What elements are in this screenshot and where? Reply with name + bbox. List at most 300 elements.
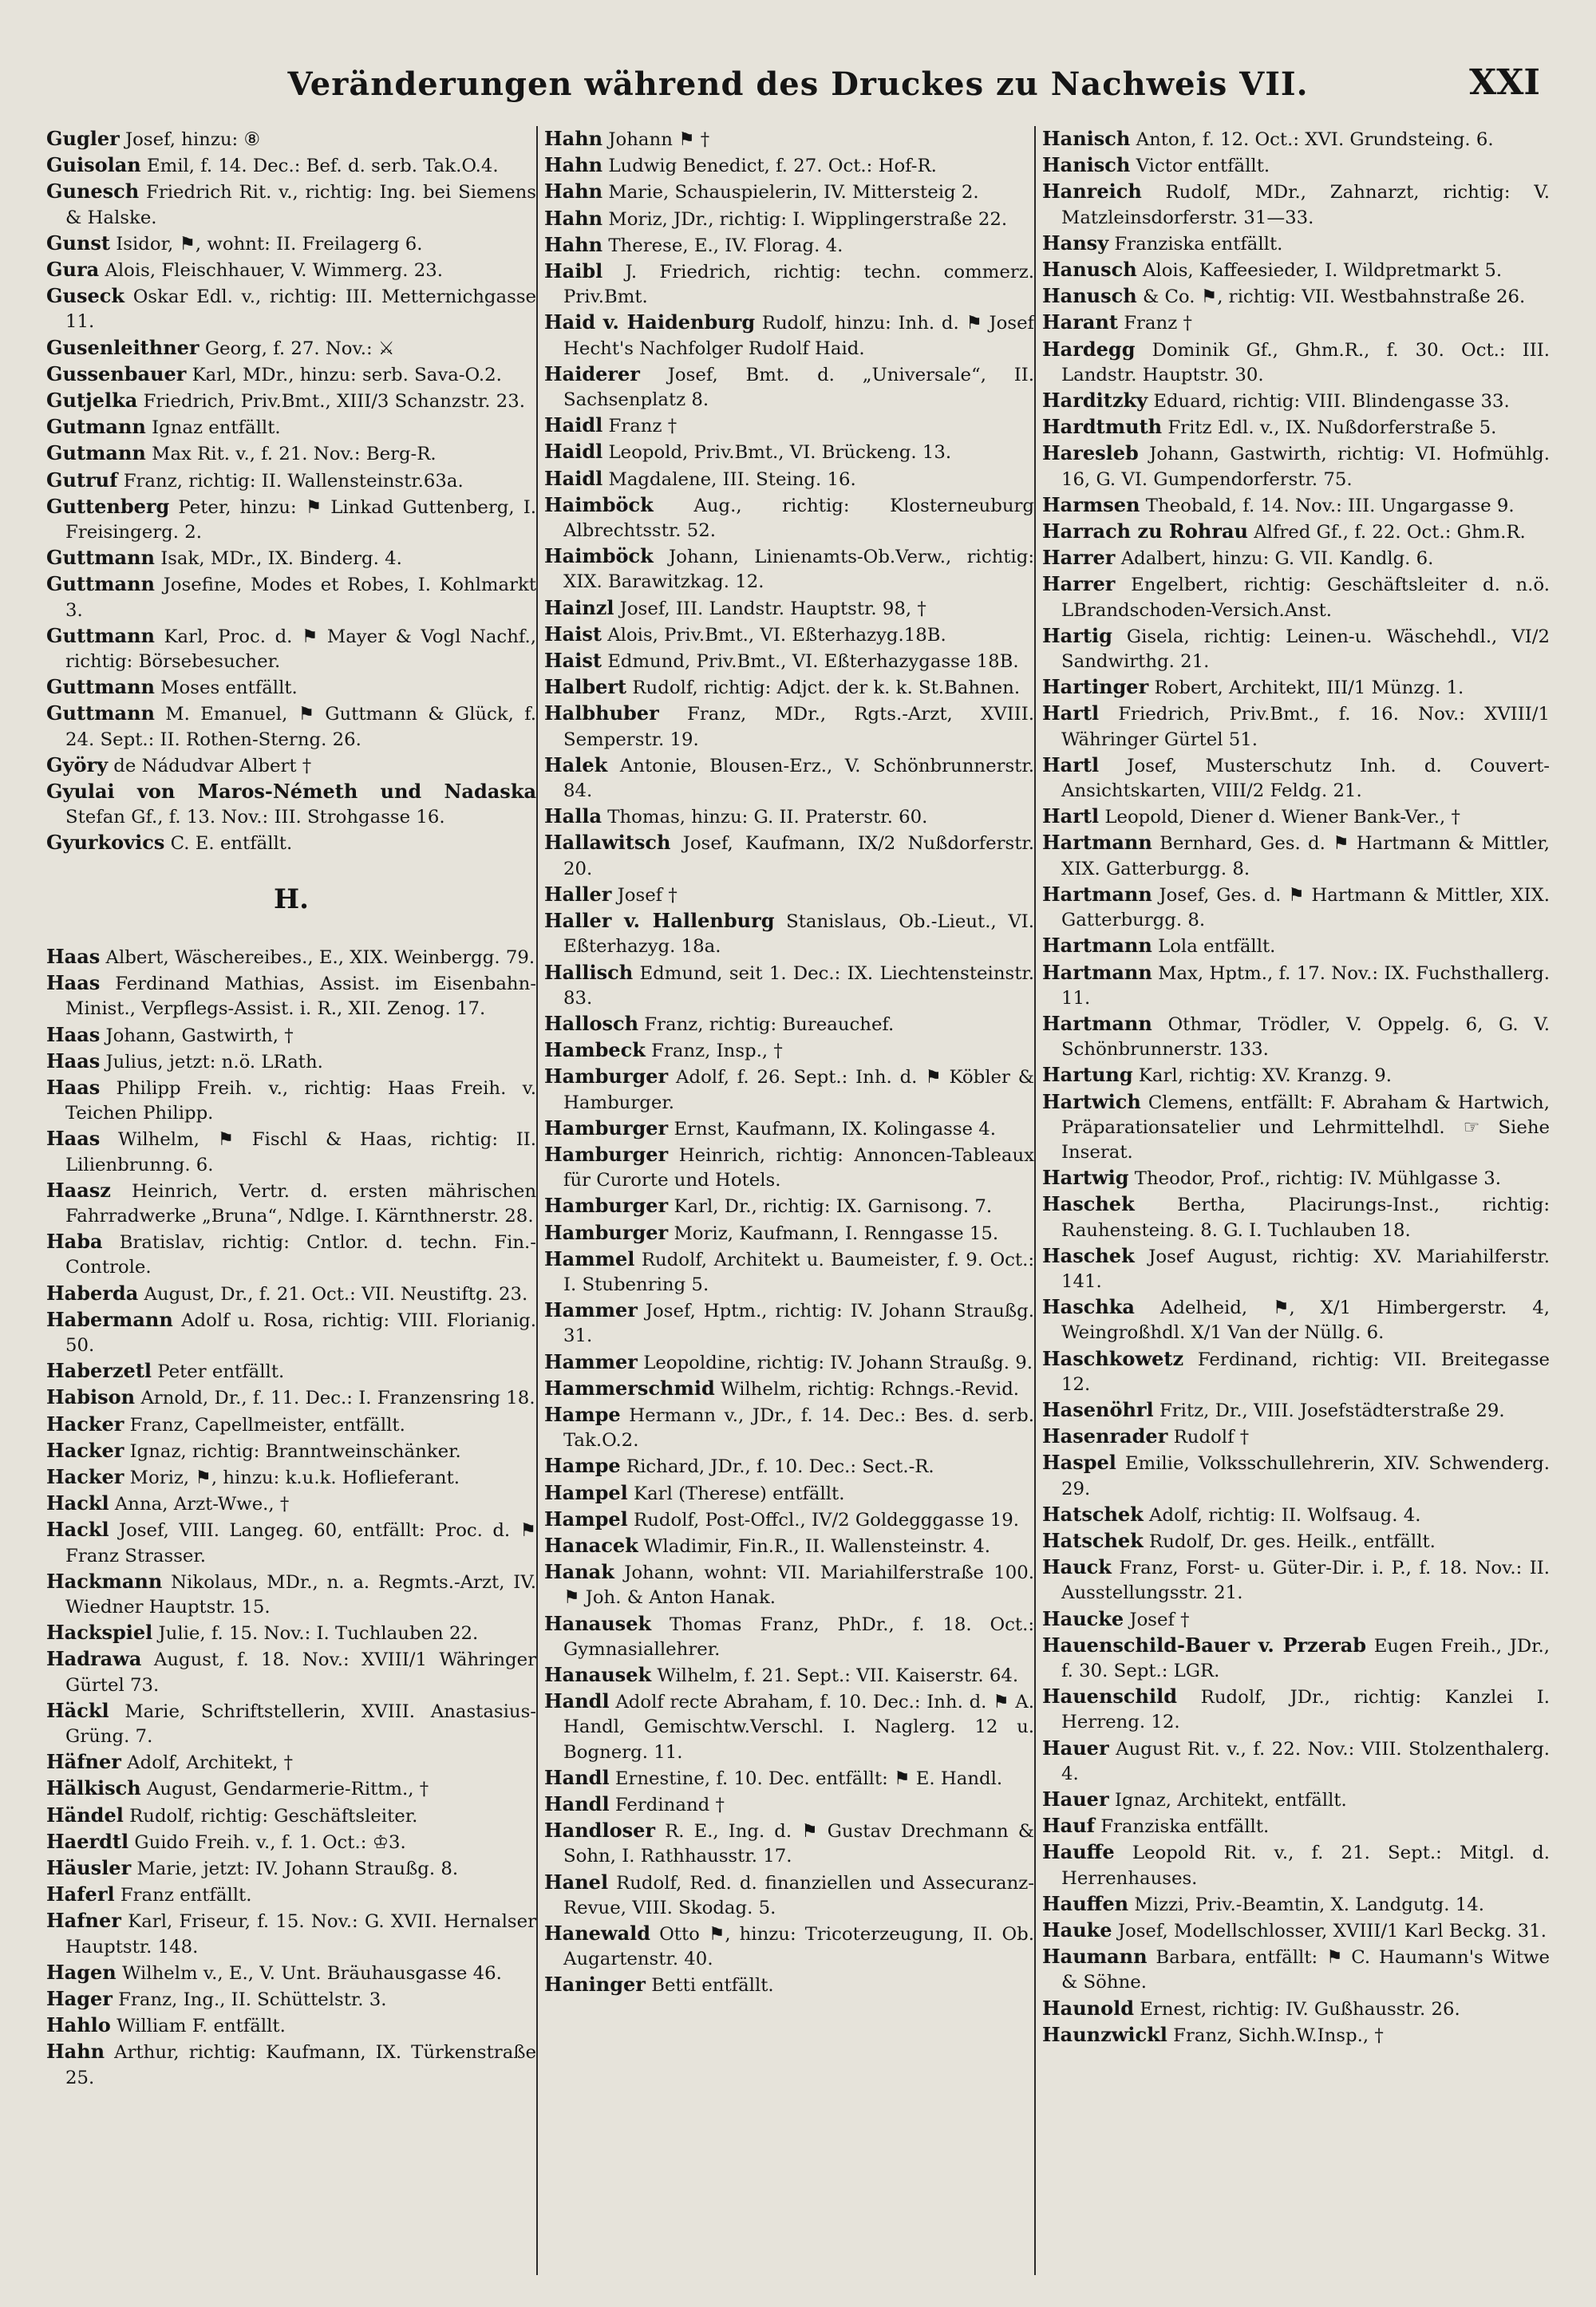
entry-text: Franz, Forst- u. Güter-Dir. i. P., f. 18. Nov.: II. Ausstellungsstr. 21.: [1061, 1558, 1550, 1604]
entry-name: Hanisch: [1042, 153, 1131, 177]
directory-entry: [544, 804, 1034, 830]
directory-entry: [46, 970, 536, 1021]
directory-entry: [46, 1126, 536, 1177]
directory-entry: [1042, 701, 1550, 752]
entry-name: Hanacek: [544, 1533, 638, 1557]
entry-name: Hatschek: [1042, 1502, 1144, 1526]
entry-name: Hackspiel: [46, 1621, 153, 1645]
directory-entry: [1042, 1294, 1550, 1345]
directory-entry: [46, 1517, 536, 1568]
entry-name: Hahn: [544, 127, 603, 150]
entry-name: Gussenbauer: [46, 361, 187, 385]
entry-name: Haas: [46, 1075, 101, 1099]
entry-name: Haschka: [1042, 1295, 1135, 1319]
entry-name: Haist: [544, 622, 602, 646]
entry-name: Hartmann: [1042, 882, 1152, 906]
directory-entry: [544, 1142, 1034, 1193]
entry-text: Fritz Edl. v., IX. Nußdorferstraße 5.: [1167, 417, 1497, 439]
entry-text: Franziska entfällt.: [1114, 233, 1283, 255]
directory-entry: [46, 494, 536, 545]
entry-text: Clemens, entfällt: F. Abraham & Hartwich, Präparationsatelier und Lehrmittelhdl. ☞ Siehe Inserat.: [1061, 1092, 1550, 1163]
directory-entry: [46, 1646, 536, 1697]
directory-entry: [1042, 571, 1550, 622]
entry-text: Magdalene, III. Steing. 16.: [608, 468, 856, 490]
directory-entry: [544, 908, 1034, 959]
directory-entry: [46, 779, 536, 830]
entry-text: Marie, jetzt: IV. Johann Straußg. 8.: [136, 1859, 459, 1879]
entry-text: Guido Freih. v., f. 1. Oct.: ♔3.: [134, 1831, 406, 1853]
directory-entry: [46, 1229, 536, 1280]
entry-name: Györy: [46, 753, 109, 776]
entry-name: Harrach zu Rohrau: [1042, 519, 1248, 543]
directory-entry: [46, 1698, 536, 1749]
entry-text: Georg, f. 27. Nov.: ⚔: [204, 338, 395, 359]
directory-entry: [1042, 1450, 1550, 1501]
directory-entry: [544, 701, 1034, 752]
entry-text: Ignaz, Architekt, entfällt.: [1114, 1790, 1347, 1811]
entry-name: Haspel: [1042, 1451, 1116, 1475]
entry-name: Habison: [46, 1385, 136, 1409]
entry-name: Haumann: [1042, 1945, 1148, 1969]
directory-entry: [46, 1960, 536, 1986]
entry-text: Josef, III. Landstr. Hauptstr. 98, †: [619, 598, 926, 619]
entry-text: Emil, f. 14. Dec.: Bef. d. serb. Tak.O.4.: [146, 156, 499, 177]
entry-text: Franziska entfällt.: [1100, 1816, 1270, 1838]
entry-text: Barbara, entfällt: ⚑ C. Haumann's Witwe & Söhne.: [1061, 1947, 1550, 1993]
entry-text: Ferdinand †: [614, 1795, 725, 1815]
entry-name: Hartl: [1042, 701, 1100, 725]
entry-name: Händel: [46, 1803, 124, 1827]
entry-name: Handloser: [544, 1819, 656, 1843]
directory-entry: [1042, 960, 1550, 1011]
entry-text: Stefan Gf., f. 13. Nov.: III. Strohgasse 16.: [65, 807, 445, 828]
entry-name: Hampe: [544, 1402, 621, 1426]
entry-text: Josef, Bmt. d. „Universale“, II. Sachsenplatz 8.: [563, 364, 1034, 411]
directory-entry: [544, 1611, 1034, 1662]
directory-entry: [46, 335, 536, 361]
entry-name: Hartwig: [1042, 1166, 1129, 1190]
directory-entry: [544, 1559, 1034, 1610]
directory-entry: [46, 1075, 536, 1126]
directory-entry: [544, 1921, 1034, 1972]
column-2: [544, 126, 1034, 2275]
entry-text: Philipp Freih. v., richtig: Haas Freih. v. Teichen Philipp.: [65, 1077, 536, 1124]
entry-text: Othmar, Trödler, V. Oppelg. 6, G. V. Schönbrunnerstr. 133.: [1061, 1013, 1550, 1061]
entry-text: Engelbert, richtig: Geschäftsleiter d. n.ö. LBrandschoden-Versich.Anst.: [1061, 575, 1550, 621]
entry-name: Hartinger: [1042, 675, 1149, 699]
entry-name: Hauck: [1042, 1555, 1112, 1579]
entry-text: Franz, Sichh.W.Insp., †: [1173, 2025, 1384, 2046]
entry-text: Franz, richtig: Bureauchef.: [644, 1013, 895, 1035]
directory-entry: [46, 126, 536, 152]
entry-name: Hauenschild-Bauer v. Przerab: [1042, 1633, 1367, 1657]
directory-entry: [1042, 674, 1550, 701]
directory-entry: [46, 1803, 536, 1829]
directory-entry: [46, 623, 536, 674]
entry-name: Harditzky: [1042, 389, 1148, 413]
directory-entry: [1042, 1684, 1550, 1735]
entry-name: Gura: [46, 258, 100, 282]
directory-entry: [544, 1870, 1034, 1921]
entry-text: Josef †: [617, 884, 678, 906]
entry-name: Hammer: [544, 1349, 638, 1373]
entry-name: Hartl: [1042, 753, 1100, 776]
entry-text: Ignaz entfällt.: [152, 417, 281, 439]
entry-text: Rudolf, MDr., Zahnarzt, richtig: V. Matzleinsdorferstr. 31—33.: [1061, 182, 1550, 228]
directory-entry: [544, 960, 1034, 1011]
entry-name: Gutruf: [46, 468, 118, 492]
directory-entry: [46, 1986, 536, 2013]
directory-entry: [1042, 1165, 1550, 1191]
entry-name: Hasenrader: [1042, 1424, 1168, 1448]
directory-entry: [46, 545, 536, 571]
entry-text: Betti entfällt.: [651, 1975, 774, 1997]
directory-entry: [544, 1533, 1034, 1559]
entry-name: Hahn: [544, 180, 603, 203]
directory-entry: [46, 388, 536, 414]
entry-name: Haas: [46, 1127, 101, 1151]
entry-text: Alois, Priv.Bmt., VI. Eßterhazyg.18B.: [607, 624, 946, 646]
entry-text: Therese, E., IV. Florag. 4.: [608, 235, 843, 256]
entry-name: Gunesch: [46, 180, 140, 203]
directory-entry: [46, 753, 536, 779]
directory-entry: [1042, 257, 1550, 283]
directory-entry: [544, 1064, 1034, 1115]
entry-text: Ernst, Kaufmann, IX. Kolingasse 4.: [674, 1118, 997, 1140]
entry-name: Gyulai von Maros-Németh und Nadaska: [46, 780, 536, 804]
entry-name: Guseck: [46, 284, 124, 308]
directory-entry: [1042, 1089, 1550, 1166]
directory-entry: [1042, 2022, 1550, 2048]
entry-text: Otto ⚑, hinzu: Tricoterzeugung, II. Ob. Augartenstr. 40.: [563, 1924, 1034, 1970]
directory-entry: [1042, 623, 1550, 674]
directory-entry: [1042, 1062, 1550, 1088]
entry-text: Josef, Musterschutz Inh. d. Couvert-Ansichtskarten, VIII/2 Feldg. 21.: [1061, 755, 1550, 802]
entry-name: Häfner: [46, 1750, 121, 1774]
entry-name: Hamburger: [544, 1116, 669, 1140]
entry-text: M. Emanuel, ⚑ Guttmann & Glück, f. 24. Sept.: II. Rothen-Sterng. 26.: [65, 704, 536, 750]
entry-name: Haist: [544, 649, 602, 673]
entry-text: Anna, Arzt-Wwe., †: [114, 1494, 290, 1515]
entry-text: Josef, Kaufmann, IX/2 Nußdorferstr. 20.: [563, 833, 1034, 879]
entry-name: Haidl: [544, 440, 603, 464]
directory-entry: [1042, 1891, 1550, 1918]
entry-name: Guttmann: [46, 572, 155, 596]
entry-name: Gutjelka: [46, 389, 138, 413]
entry-text: Josef, Modellschlosser, XVIII/1 Karl Beckg. 31.: [1117, 1921, 1547, 1942]
entry-name: Hafner: [46, 1909, 121, 1933]
directory-entry: [544, 543, 1034, 595]
entry-name: Haferl: [46, 1882, 115, 1906]
entry-text: Peter, hinzu: ⚑ Linkad Guttenberg, I. Freisingerg. 2.: [65, 496, 536, 543]
directory-entry: [544, 1349, 1034, 1376]
entry-name: Hanak: [544, 1560, 614, 1584]
entry-name: Hagen: [46, 1960, 117, 1984]
directory-entry: [46, 179, 536, 230]
entry-name: Hamburger: [544, 1065, 669, 1088]
entry-name: Haimböck: [544, 492, 654, 516]
entry-text: Rudolf, Post-Offcl., IV/2 Goldegggasse 19.: [634, 1509, 1019, 1531]
directory-entry: [544, 206, 1034, 232]
entry-name: Haschek: [1042, 1243, 1135, 1267]
entry-name: Haas: [46, 1049, 101, 1073]
entry-name: Hartmann: [1042, 934, 1152, 958]
directory-entry: [1042, 1502, 1550, 1528]
entry-name: Halbhuber: [544, 701, 659, 725]
directory-entry: [544, 1453, 1034, 1479]
directory-entry: [1042, 753, 1550, 804]
entry-name: Gyurkovics: [46, 831, 165, 855]
entry-text: William F. entfällt.: [117, 2016, 286, 2037]
entry-text: Josef, Ges. d. ⚑ Hartmann & Mittler, XIX. Gatterburgg. 8.: [1061, 884, 1550, 931]
entry-name: Gunst: [46, 231, 110, 255]
directory-entry: [46, 944, 536, 970]
directory-entry: [1042, 492, 1550, 519]
entry-name: Hasenöhrl: [1042, 1397, 1154, 1421]
entry-text: Leopold Rit. v., f. 21. Sept.: Mitgl. d. Herrenhauses.: [1061, 1843, 1550, 1889]
entry-name: Guttmann: [46, 546, 155, 570]
directory-entry: [46, 674, 536, 701]
directory-entry: [46, 1855, 536, 1882]
entry-text: Eduard, richtig: VIII. Blindengasse 33.: [1153, 391, 1510, 413]
entry-name: Haiderer: [544, 361, 640, 385]
entry-text: Franz, MDr., Rgts.-Arzt, XVIII. Semperstr. 19.: [563, 704, 1034, 750]
entry-name: Hauffe: [1042, 1840, 1115, 1864]
entry-name: Hanewald: [544, 1922, 651, 1946]
entry-text: Lola entfällt.: [1158, 936, 1276, 958]
entry-name: Hainzl: [544, 595, 614, 619]
entry-name: Haasz: [46, 1178, 111, 1202]
entry-name: Haninger: [544, 1973, 646, 1997]
entry-text: Bertha, Placirungs-Inst., richtig: Rauhensteing. 8. G. I. Tuchlauben 18.: [1061, 1195, 1550, 1241]
entry-text: Adolf recte Abraham, f. 10. Dec.: Inh. d. ⚑ A. Handl, Gemischtw.Verschl. I. Naglerg. 12 u. Bognerg. 11.: [563, 1692, 1034, 1763]
entry-text: Alfred Gf., f. 22. Oct.: Ghm.R.: [1254, 522, 1526, 543]
directory-entry: [1042, 1554, 1550, 1606]
entry-name: Hauf: [1042, 1814, 1095, 1838]
entry-name: Hambeck: [544, 1038, 646, 1062]
entry-text: Johann, wohnt: VII. Mariahilferstraße 100. ⚑ Joh. & Anton Hanak.: [563, 1562, 1034, 1609]
directory-entry: [46, 830, 536, 856]
directory-entry: [46, 1412, 536, 1438]
entry-text: C. E. entfällt.: [170, 833, 293, 855]
entry-name: Haschkowetz: [1042, 1346, 1184, 1370]
entry-name: Guttmann: [46, 675, 155, 699]
directory-entry: [46, 1776, 536, 1802]
directory-entry: [1042, 1944, 1550, 1995]
entry-text: Moses entfällt.: [160, 677, 298, 699]
entry-name: Häusler: [46, 1856, 132, 1879]
entry-text: Wladimir, Fin.R., II. Wallensteinstr. 4.: [644, 1535, 991, 1557]
entry-text: Mizzi, Priv.-Beamtin, X. Landgutg. 14.: [1134, 1894, 1485, 1915]
directory-entry: [544, 259, 1034, 310]
entry-text: Josef, Hptm., richtig: IV. Johann Straußg. 31.: [563, 1301, 1034, 1347]
entry-text: Wilhelm, f. 21. Sept.: VII. Kaiserstr. 64.: [657, 1665, 1019, 1686]
directory-entry: [1042, 1011, 1550, 1062]
entry-name: Hampe: [544, 1454, 621, 1478]
entry-name: Halbert: [544, 675, 627, 699]
entry-text: Adolf u. Rosa, richtig: VIII. Florianig. 50.: [65, 1310, 536, 1356]
directory-entry: [1042, 1606, 1550, 1633]
entry-text: Antonie, Blousen-Erz., V. Schönbrunnerstr. 84.: [563, 755, 1034, 802]
entry-text: Friedrich, Priv.Bmt., XIII/3 Schanzstr. 23.: [143, 391, 525, 413]
entry-name: Hahn: [46, 2040, 105, 2064]
entry-name: Hanisch: [1042, 127, 1131, 150]
entry-text: Karl, Dr., richtig: IX. Garnisong. 7.: [674, 1196, 993, 1218]
entry-name: Hanausek: [544, 1662, 652, 1686]
directory-entry: [544, 1972, 1034, 1998]
entry-text: Karl, richtig: XV. Kranzg. 9.: [1138, 1065, 1393, 1087]
entry-name: Haerdtl: [46, 1829, 129, 1853]
directory-entry: [46, 414, 536, 440]
entry-text: Johann ⚑ †: [608, 129, 710, 150]
entry-text: Karl (Therese) entfällt.: [634, 1483, 845, 1504]
entry-text: Rudolf †: [1173, 1427, 1250, 1448]
directory-entry: [1042, 1633, 1550, 1684]
entry-text: Wilhelm, ⚑ Fischl & Haas, richtig: II. Lilienbrunng. 6.: [65, 1129, 536, 1175]
entry-text: Josef †: [1129, 1609, 1190, 1630]
directory-entry: [1042, 1918, 1550, 1944]
entry-name: Halla: [544, 804, 602, 828]
directory-entry: [46, 152, 536, 179]
entry-text: Adolf, Architekt, †: [127, 1752, 293, 1774]
directory-entry: [544, 1246, 1034, 1298]
entry-text: Arnold, Dr., f. 11. Dec.: I. Franzensring 18.: [140, 1388, 535, 1409]
entry-name: Harmsen: [1042, 492, 1140, 516]
entry-name: Hahn: [544, 153, 603, 177]
entry-name: Handl: [544, 1765, 610, 1789]
directory-entry: [544, 361, 1034, 413]
entry-text: Leopoldine, richtig: IV. Johann Straußg. 9.: [643, 1352, 1033, 1373]
directory-entry: [1042, 545, 1550, 571]
section-heading: H.: [274, 883, 309, 915]
page-title: Veränderungen während des Druckes zu Nachweis VII.: [287, 65, 1309, 103]
entry-text: Franz, Capellmeister, entfällt.: [129, 1414, 405, 1436]
entry-text: Franz †: [1124, 313, 1192, 334]
directory-entry: [544, 674, 1034, 701]
directory-entry: [46, 1491, 536, 1517]
entry-name: Haller: [544, 882, 612, 906]
directory-entry: [544, 413, 1034, 439]
entry-text: Rudolf, hinzu: Inh. d. ⚑ Josef Hecht's Nachfolger Rudolf Haid.: [563, 313, 1034, 359]
entry-text: Moriz, Kaufmann, I. Renngasse 15.: [674, 1223, 999, 1244]
entry-text: Josef August, richtig: XV. Mariahilferstr. 141.: [1061, 1246, 1550, 1292]
entry-text: Johann, Gastwirth, †: [105, 1025, 294, 1046]
entry-name: Hamburger: [544, 1142, 669, 1166]
entry-text: Leopold, Diener d. Wiener Bank-Ver., †: [1104, 807, 1460, 828]
directory-entry: [46, 283, 536, 334]
entry-text: Eugen Freih., JDr., f. 30. Sept.: LGR.: [1061, 1635, 1550, 1681]
entry-name: Hartl: [1042, 804, 1100, 828]
entry-text: Franz entfällt.: [120, 1885, 252, 1906]
entry-text: Gisela, richtig: Leinen-u. Wäschehdl., VI/2 Sandwirthg. 21.: [1061, 626, 1550, 673]
entry-name: Hallisch: [544, 960, 634, 984]
entry-name: Haidl: [544, 413, 603, 437]
directory-entry: [46, 361, 536, 388]
entry-text: Ernestine, f. 10. Dec. entfällt: ⚑ E. Handl.: [614, 1768, 1003, 1789]
directory-entry: [1042, 882, 1550, 933]
directory-entry: [1042, 804, 1550, 830]
entry-text: Josefine, Modes et Robes, I. Kohlmarkt 3.: [65, 575, 536, 621]
entry-name: Hacker: [46, 1464, 124, 1488]
entry-text: Franz, richtig: II. Wallensteinstr.63a.: [123, 470, 464, 492]
directory-entry: [1042, 933, 1550, 959]
directory-entry: [1042, 414, 1550, 440]
directory-entry: [46, 1749, 536, 1776]
entry-text: Rudolf, JDr., richtig: Kanzlei I. Herreng. 12.: [1061, 1687, 1550, 1733]
entry-text: Ignaz, richtig: Branntweinschänker.: [129, 1440, 461, 1462]
entry-text: Rudolf, Dr. ges. Heilk., entfällt.: [1149, 1531, 1436, 1552]
entry-name: Hartwich: [1042, 1089, 1141, 1113]
directory-entry: [1042, 440, 1550, 492]
entry-name: Hartung: [1042, 1063, 1133, 1087]
entry-text: Karl, Friseur, f. 15. Nov.: G. XVII. Hernalser Hauptstr. 148.: [65, 1911, 536, 1957]
column-divider: [536, 126, 538, 2275]
entry-name: Hardtmuth: [1042, 415, 1163, 439]
entry-text: Rudolf, richtig: Geschäftsleiter.: [129, 1805, 418, 1827]
column-divider: [1034, 126, 1036, 2275]
directory-entry: [46, 1385, 536, 1411]
directory-entry: [46, 1620, 536, 1646]
entry-name: Hauer: [1042, 1736, 1109, 1760]
entry-name: Hauffen: [1042, 1891, 1129, 1915]
directory-entry: [544, 152, 1034, 179]
entry-text: Isidor, ⚑, wohnt: II. Freilagerg 6.: [116, 233, 423, 255]
entry-name: Haibl: [544, 259, 603, 283]
entry-text: Max, Hptm., f. 17. Nov.: IX. Fuchsthallerg. 11.: [1061, 962, 1550, 1009]
directory-entry: [46, 1882, 536, 1908]
entry-name: Haberzetl: [46, 1359, 152, 1383]
entry-name: Habermann: [46, 1307, 173, 1331]
directory-entry: [1042, 126, 1550, 152]
entry-text: Franz †: [608, 416, 678, 437]
entry-text: Ludwig Benedict, f. 27. Oct.: Hof-R.: [608, 156, 937, 177]
directory-entry: [544, 310, 1034, 361]
entry-text: Anton, f. 12. Oct.: XVI. Grundsteing. 6.: [1136, 129, 1494, 150]
entry-name: Haucke: [1042, 1606, 1124, 1630]
directory-entry: [544, 1507, 1034, 1533]
entry-name: Hardegg: [1042, 337, 1136, 361]
directory-entry: [544, 1037, 1034, 1064]
directory-entry: [544, 1765, 1034, 1791]
directory-entry: [544, 753, 1034, 804]
directory-entry: [544, 232, 1034, 259]
entry-text: August Rit. v., f. 22. Nov.: VIII. Stolzenthalerg. 4.: [1061, 1738, 1550, 1784]
entry-name: Gutmann: [46, 415, 146, 439]
entry-name: Guttmann: [46, 701, 155, 725]
entry-text: Bernhard, Ges. d. ⚑ Hartmann & Mittler, XIX. Gatterburgg. 8.: [1061, 833, 1550, 879]
directory-entry: [544, 1011, 1034, 1037]
entry-text: Rudolf, Red. d. finanziellen und Assecuranz-Revue, VIII. Skodag. 5.: [563, 1872, 1034, 1918]
entry-name: Haimböck: [544, 544, 654, 568]
entry-name: Hammerschmid: [544, 1376, 715, 1400]
entry-name: Hauenschild: [1042, 1685, 1177, 1709]
directory-entry: [46, 1438, 536, 1464]
entry-text: Max Rit. v., f. 21. Nov.: Berg-R.: [152, 444, 437, 465]
entry-name: Handl: [544, 1792, 610, 1815]
entry-text: Bratislav, richtig: Cntlor. d. techn. Fin.-Controle.: [65, 1232, 536, 1278]
entry-text: Moriz, JDr., richtig: I. Wipplingerstraße 22.: [608, 208, 1008, 230]
entry-text: Thomas, hinzu: G. II. Praterstr. 60.: [607, 807, 928, 828]
directory-entry: [544, 466, 1034, 492]
directory-entry: [1042, 1996, 1550, 2022]
entry-text: Josef, VIII. Langeg. 60, entfällt: Proc. d. ⚑ Franz Strasser.: [65, 1520, 536, 1566]
directory-entry: [1042, 179, 1550, 230]
entry-name: Haunold: [1042, 1996, 1135, 2020]
entry-name: Guttmann: [46, 623, 155, 647]
entry-text: Moriz, ⚑, hinzu: k.u.k. Hoflieferant.: [129, 1467, 460, 1488]
entry-text: Richard, JDr., f. 10. Dec.: Sect.-R.: [626, 1456, 934, 1478]
entry-text: Leopold, Priv.Bmt., VI. Brückeng. 13.: [608, 442, 952, 464]
